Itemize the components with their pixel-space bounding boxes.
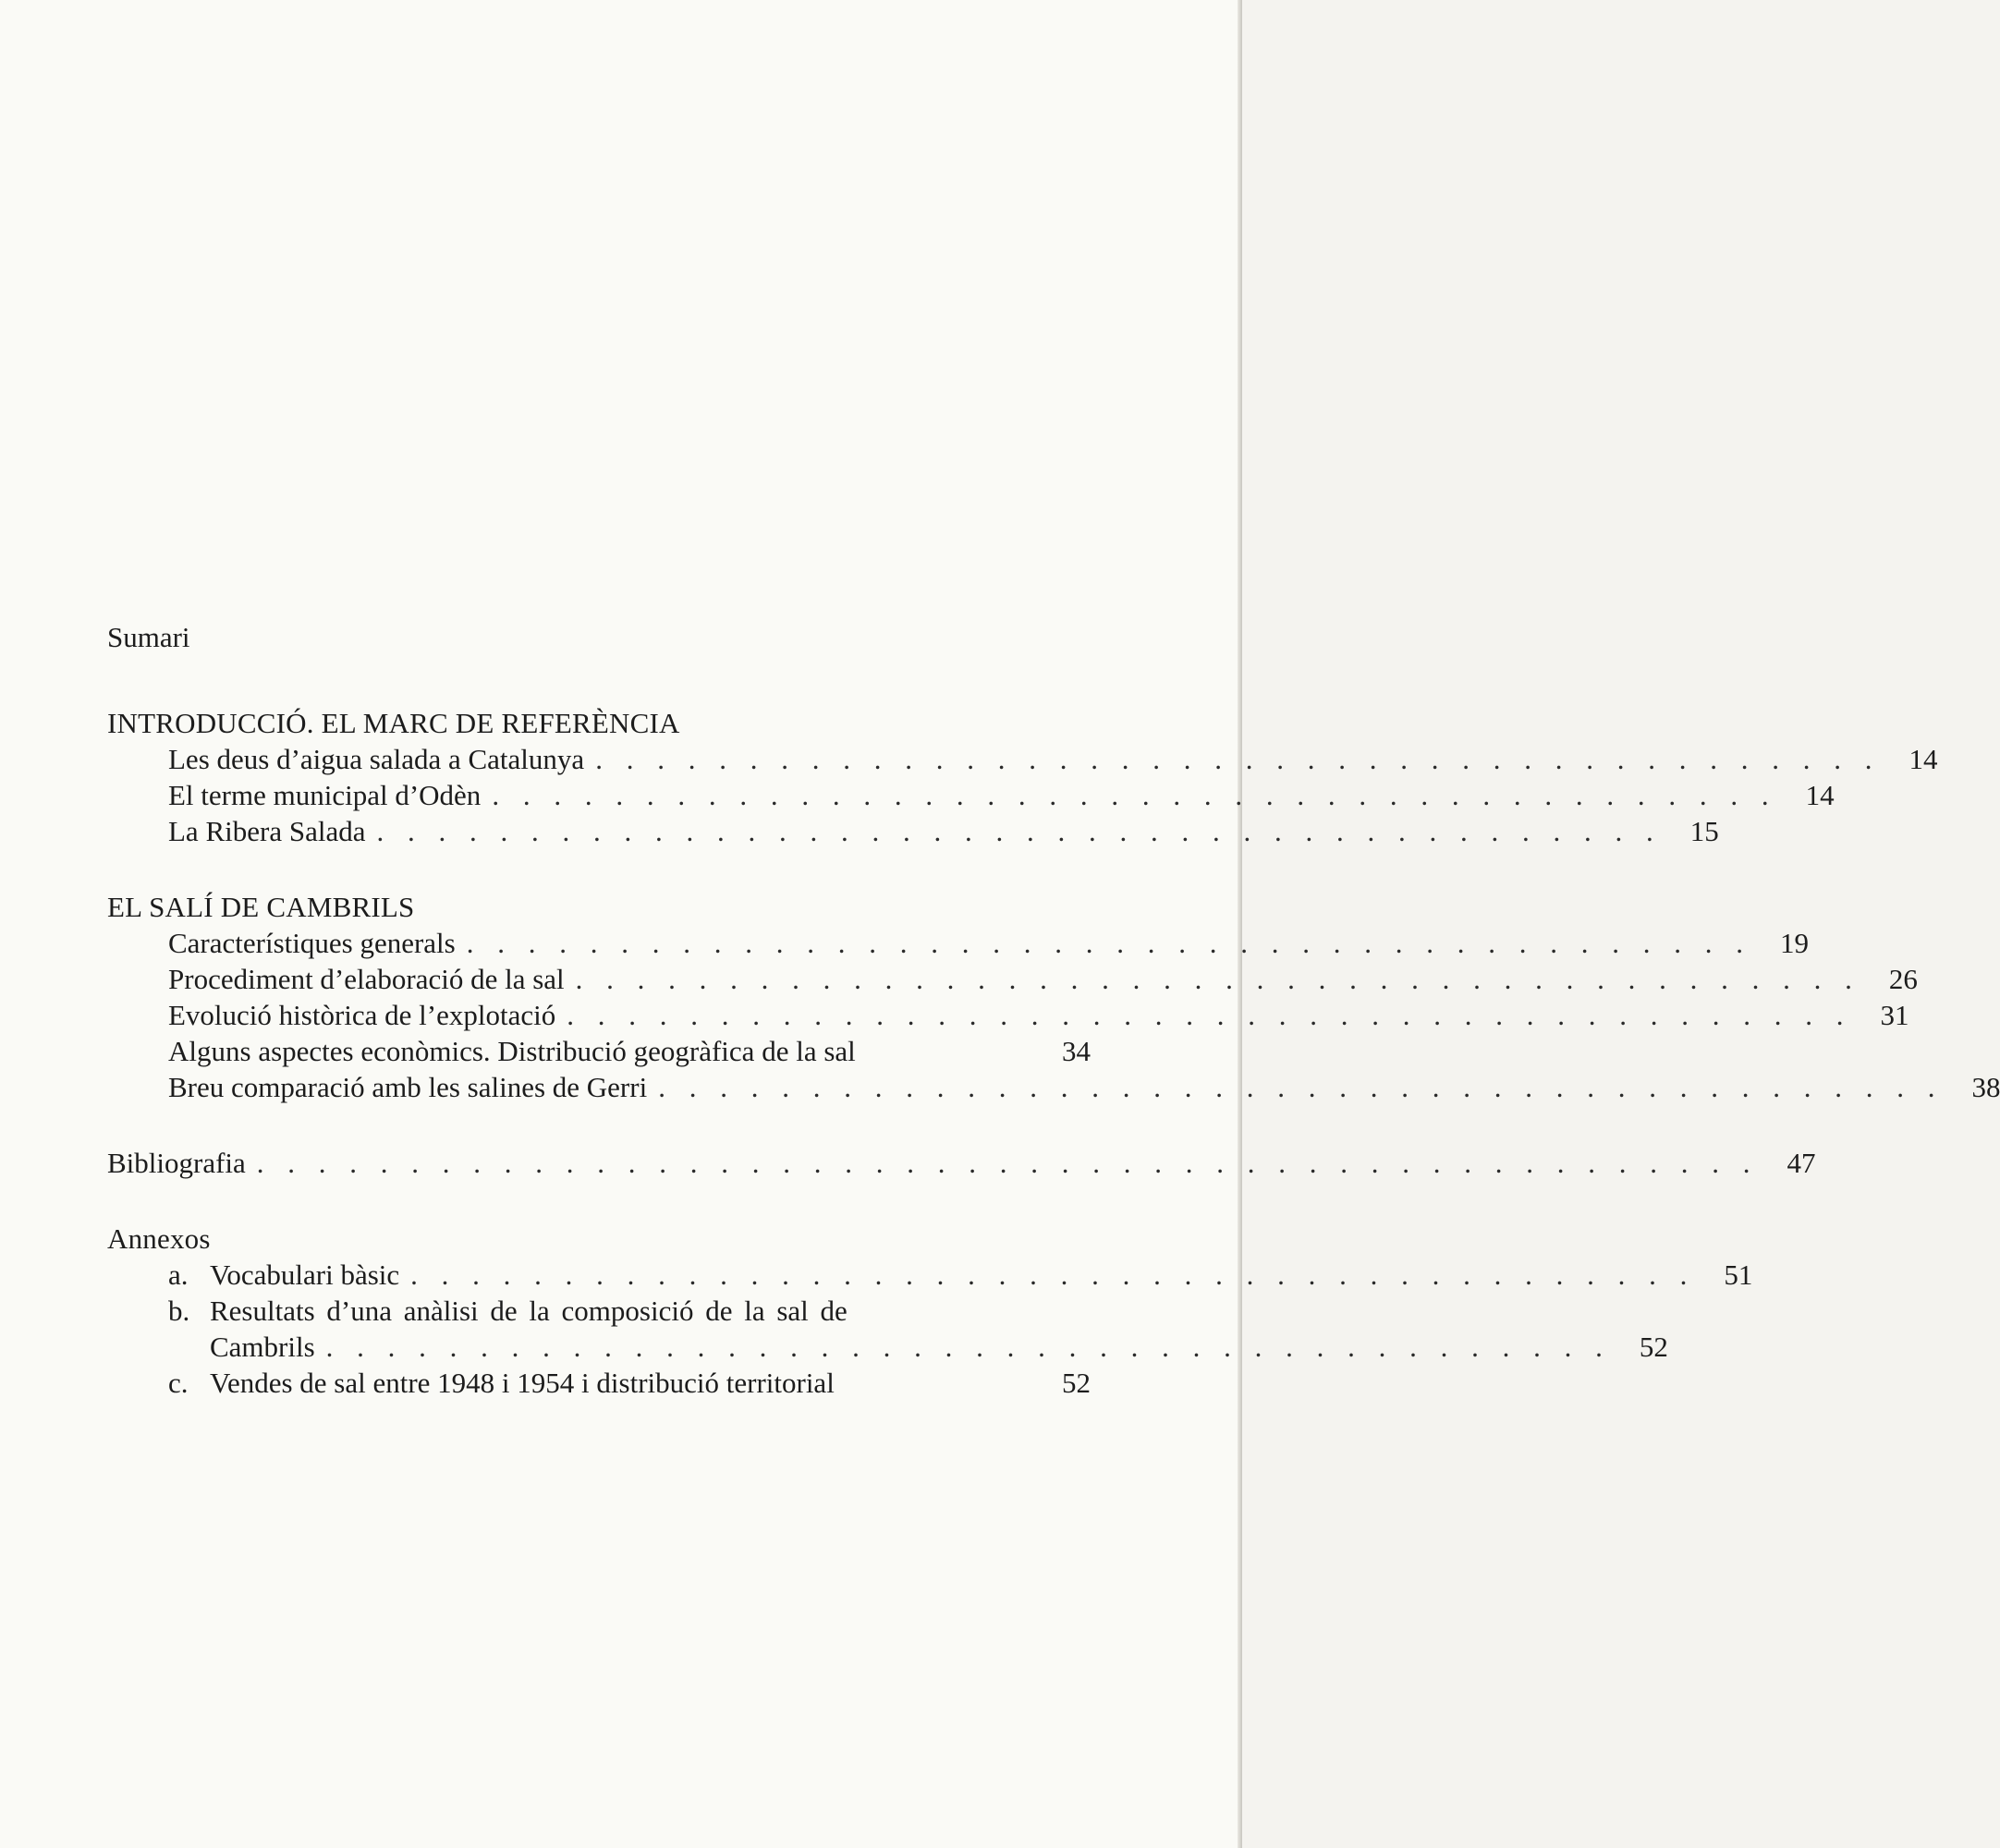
entry-label: Vocabulari bàsic — [210, 1258, 400, 1291]
entry-page-number: 47 — [1787, 1147, 1816, 1179]
annex-letter: c. — [168, 1367, 189, 1399]
entry-label: Característiques generals — [168, 927, 456, 959]
dot-leader: . . . . . . . . . . . . . . . . . . . . . . . . . . . . . . . . . . . . . . . . . . — [658, 1071, 1944, 1103]
entry-label-line2: Cambrils — [210, 1331, 315, 1363]
section-title: EL SALÍ DE CAMBRILS — [107, 891, 415, 923]
entry-page-number: 38 — [1971, 1071, 2000, 1103]
entry-page-number: 15 — [1689, 815, 1719, 847]
dot-leader: . . . . . . . . . . . . . . . . . . . . . . . . . . . . . . . . . . . . . . . . . . — [325, 1331, 1611, 1363]
entry-page-number: 14 — [1909, 743, 1938, 775]
entry-label: Les deus d’aigua salada a Catalunya — [168, 743, 585, 775]
entry-page-number: 14 — [1805, 779, 1835, 811]
toc-entry — [107, 1069, 2000, 1105]
section-title: INTRODUCCIÓ. EL MARC DE REFERÈNCIA — [107, 707, 680, 739]
annex-letter: b. — [168, 1295, 190, 1327]
entry-page-number: 34 — [1062, 1035, 1091, 1067]
toc-section-introduccio — [107, 705, 1938, 849]
entry-label: Alguns aspectes econòmics. Distribució geogràfica de la sal — [168, 1035, 856, 1067]
annex-entry — [107, 1293, 1668, 1365]
dot-leader: . . . . . . . . . . . . . . . . . . . . . . . . . . . . . . . . . . . . . . . . . . — [410, 1258, 1696, 1291]
toc-entry — [107, 813, 1719, 849]
annex-body — [210, 1365, 1091, 1401]
annex-entry — [107, 1257, 1753, 1293]
entry-label: La Ribera Salada — [168, 815, 366, 847]
annex-entry-line — [168, 1293, 1091, 1329]
annex-body — [210, 1257, 1752, 1293]
toc-entry — [107, 741, 1938, 777]
dot-leader: . . . . . . . . . . . . . . . . . . . . . . . . . . . . . . . . . . . . . . . . . . — [376, 815, 1662, 847]
dot-leader: . . . . . . . . . . . . . . . . . . . . . . . . . . . . . . . . . . . . . . . . . . — [567, 999, 1852, 1031]
entry-page-number: 19 — [1779, 927, 1809, 959]
entry-label: El terme municipal d’Odèn — [168, 779, 482, 811]
annex-entry — [107, 1365, 1091, 1401]
table-of-contents — [107, 619, 2000, 1441]
toc-section-annexos — [107, 1221, 1753, 1401]
toc-entry — [107, 1033, 1091, 1069]
dot-leader: . . . . . . . . . . . . . . . . . . . . . . . . . . . . . . . . . . . . . . . . . . — [595, 743, 1881, 775]
toc-entry-bibliografia — [107, 1145, 1816, 1181]
entry-label: Breu comparació amb les salines de Gerri — [168, 1071, 648, 1103]
entry-page-number: 52 — [1062, 1367, 1091, 1399]
entry-page-number: 52 — [1639, 1331, 1668, 1363]
entry-page-number: 51 — [1724, 1258, 1753, 1291]
toc-entry — [107, 925, 1809, 961]
page-edge — [1238, 0, 1242, 1848]
entry-label: Bibliografia — [107, 1147, 246, 1179]
dot-leader: . . . . . . . . . . . . . . . . . . . . . . . . . . . . . . . . . . . . . . . . . . — [466, 927, 1751, 959]
entry-label: Vendes de sal entre 1948 i 1954 i distribució territorial — [210, 1367, 835, 1399]
toc-title: Sumari — [107, 621, 190, 653]
entry-page-number: 31 — [1880, 999, 1909, 1031]
toc-entry — [107, 777, 1835, 813]
dot-leader: . . . . . . . . . . . . . . . . . . . . . . . . . . . . . . . . . . . . . . . . . . — [492, 779, 1777, 811]
entry-page-number: 26 — [1888, 963, 1918, 995]
entry-label: Procediment d’elaboració de la sal — [168, 963, 565, 995]
toc-entry — [107, 961, 1918, 997]
dot-leader: . . . . . . . . . . . . . . . . . . . . . . . . . . . . . . . . . . . . . . . . . . — [575, 963, 1860, 995]
toc-entry — [107, 997, 1909, 1033]
toc-section-bibliografia — [107, 1145, 1816, 1181]
section-title: Annexos — [107, 1222, 211, 1255]
annex-entry-line — [168, 1329, 1668, 1365]
annex-letter: a. — [168, 1258, 189, 1291]
dot-leader: . . . . . . . . . . . . . . . . . . . . . . . . . . . . . . . . . . . . . . . . . . . . . . . . . — [256, 1147, 1759, 1179]
toc-section-sali-de-cambrils — [107, 889, 2000, 1105]
entry-label: Evolució històrica de l’explotació — [168, 999, 556, 1031]
entry-label-line1: Resultats d’una anàlisi de la composició de la sal de — [210, 1295, 848, 1327]
